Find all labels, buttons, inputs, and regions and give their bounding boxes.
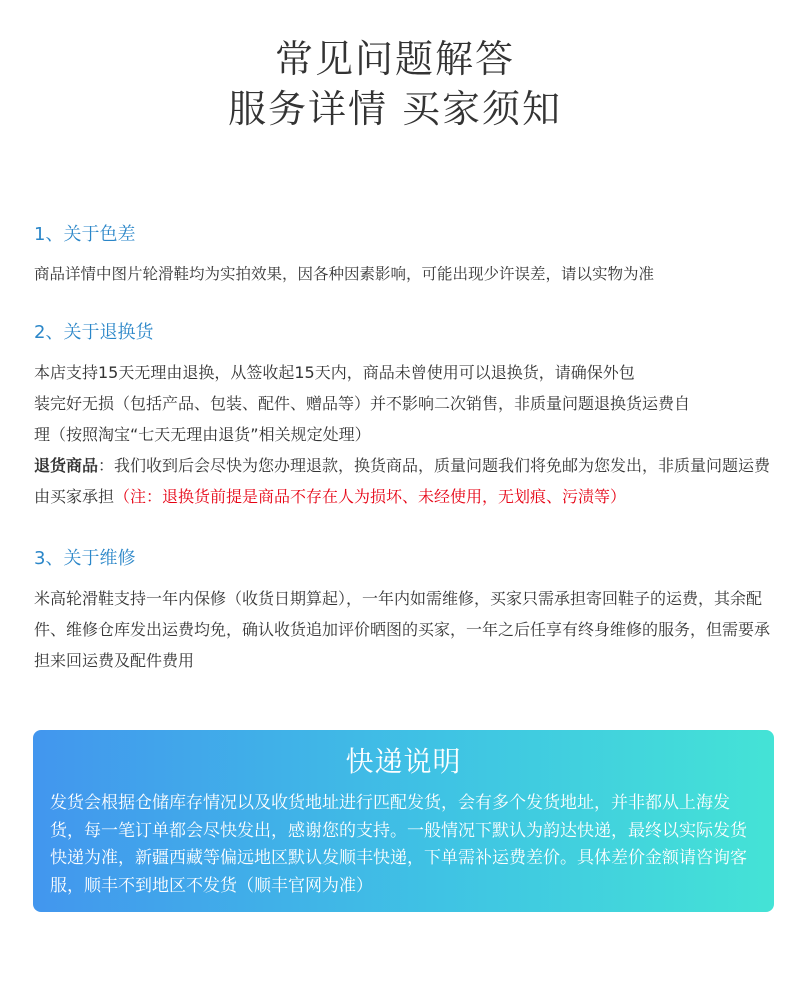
return-paragraph bbox=[34, 450, 774, 512]
section-text: 米高轮滑鞋支持一年内保修（收货日期算起），一年内如需维修，买家只需承担寄回鞋子的运费，其余配件、维修仓库发出运费均免，确认收货追加评价晒图的买家，一年之后任享有终身维修的服务，但需要承担来回运费及配件费用 bbox=[34, 589, 771, 670]
section-title: 3、关于维修 bbox=[34, 548, 136, 569]
page-subtitle: 服务详情 买家须知 bbox=[227, 87, 563, 131]
section-title: 2、关于退换货 bbox=[34, 322, 154, 343]
section-text-line: 本店支持15天无理由退换，从签收起15天内，商品未曾使用可以退换货，请确保外包 bbox=[34, 363, 635, 382]
return-note: （注：退换货前提是商品不存在人为损坏、未经使用，无划痕、污渍等） bbox=[114, 487, 627, 506]
page-title: 常见问题解答 bbox=[274, 37, 515, 81]
page-header bbox=[0, 34, 790, 134]
shipping-title: 快递说明 bbox=[345, 745, 462, 778]
section-body bbox=[34, 357, 774, 512]
section-returns bbox=[34, 320, 774, 512]
section-text-line: 装完好无损（包括产品、包装、配件、赠品等）并不影响二次销售，非质量问题退换货运费自 bbox=[34, 394, 691, 413]
section-text-line: 理（按照淘宝“七天无理由退货”相关规定处理） bbox=[34, 425, 371, 444]
return-label: 退货商品 bbox=[34, 456, 99, 475]
section-color-difference bbox=[34, 222, 774, 290]
section-title: 1、关于色差 bbox=[34, 224, 136, 245]
shipping-text: 发货会根据仓储库存情况以及收货地址进行匹配发货，会有多个发货地址，并非都从上海发货，每一笔订单都会尽快发出，感谢您的支持。一般情况下默认为韵达快递，最终以实际发货快递为准，新疆西藏等偏远地区默认发顺丰快递，下单需补运费差价。具体差价金额请咨询客服，顺丰不到地区不发货（顺丰官网为准） bbox=[50, 793, 747, 896]
return-text: ：我们收到后会尽快为您办理退款，换货商品，质量问题我们将免邮为您发出，非质量问题运费由买家承担 bbox=[34, 456, 771, 506]
section-repair bbox=[34, 546, 774, 676]
section-body bbox=[34, 259, 774, 290]
section-body bbox=[34, 583, 774, 676]
section-text: 商品详情中图片轮滑鞋均为实拍效果，因各种因素影响，可能出现少许误差，请以实物为准 bbox=[34, 265, 655, 283]
shipping-info-box bbox=[33, 730, 774, 912]
